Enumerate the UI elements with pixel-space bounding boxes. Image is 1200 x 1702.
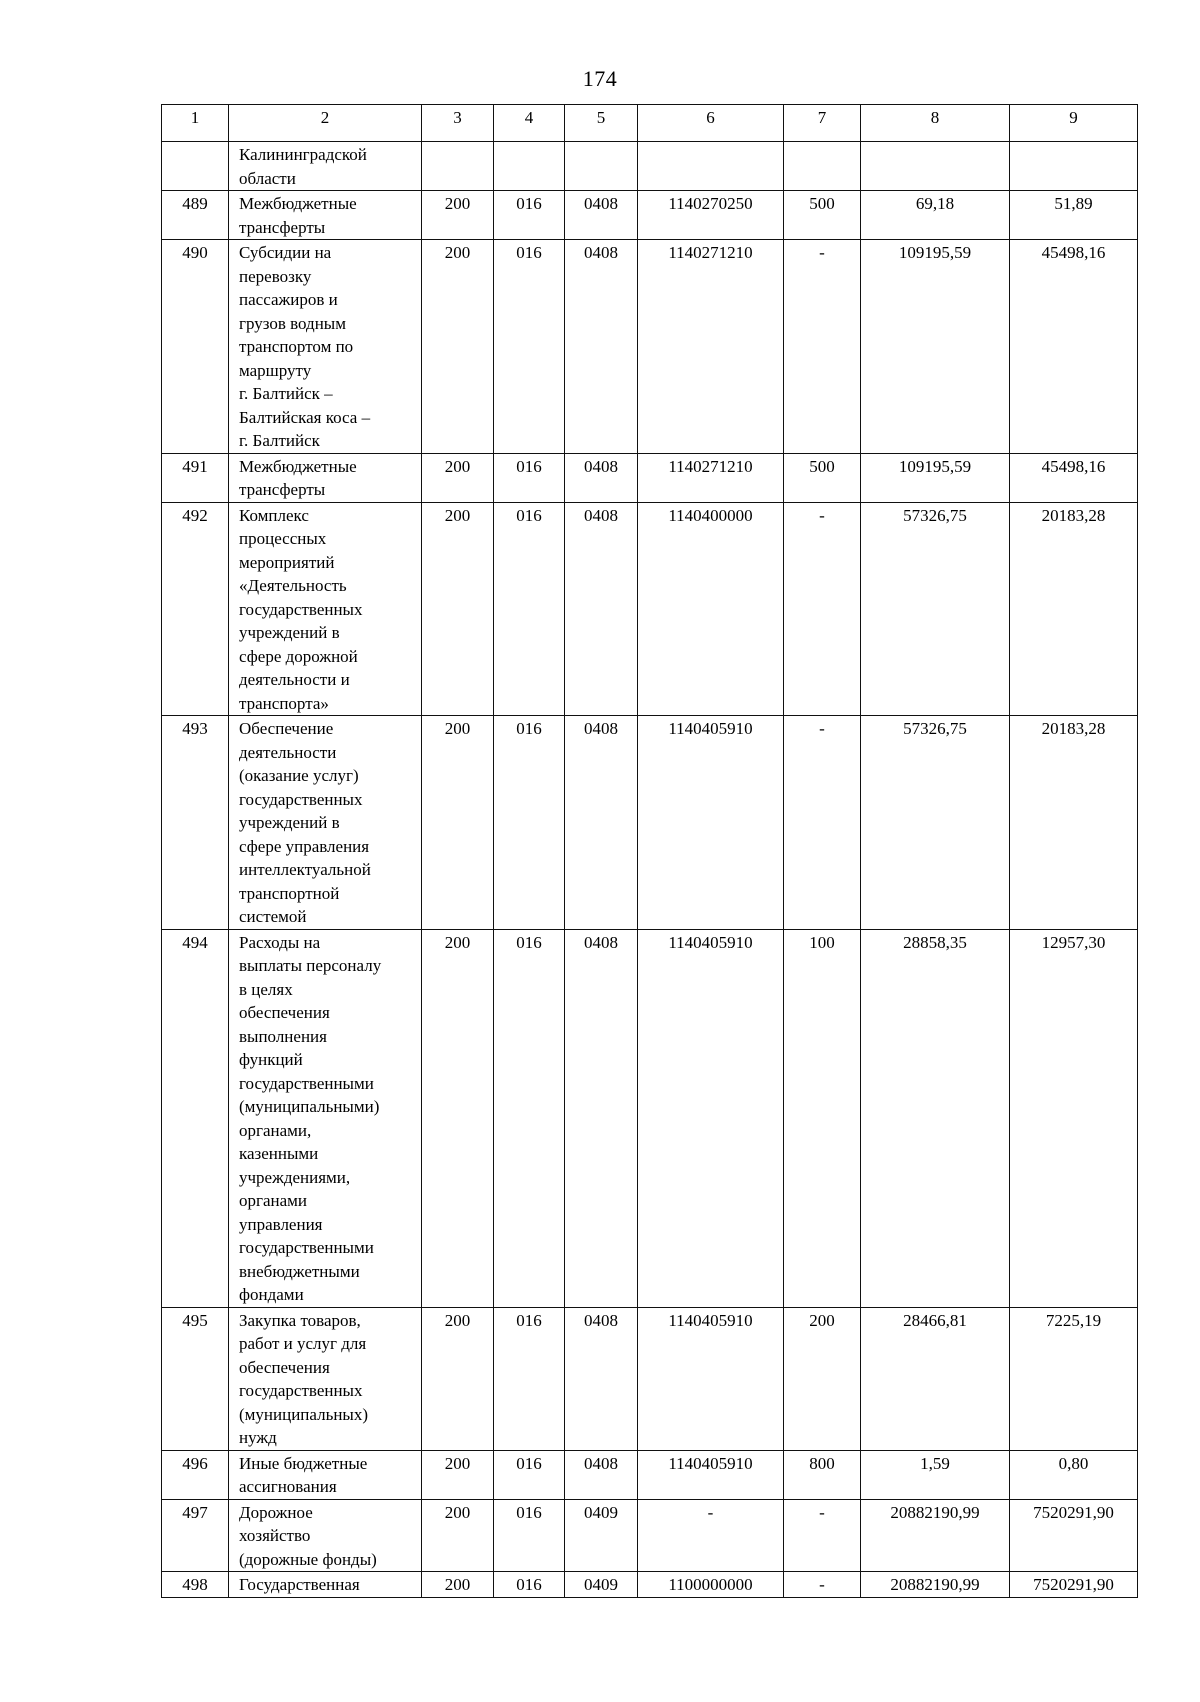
code-admin-cell-text: 200 xyxy=(444,456,471,476)
amount-plan-cell xyxy=(861,240,1010,454)
amount-plan-cell-text: 20882190,99 xyxy=(890,1502,980,1522)
code-target-cell xyxy=(638,929,784,1307)
amount-plan-cell-text: 57326,75 xyxy=(903,719,967,738)
amount-actual-cell-text: 7520291,90 xyxy=(1033,1575,1114,1594)
row-number-cell xyxy=(162,1499,229,1572)
budget-table xyxy=(161,104,1138,1598)
item-name-cell-text: Расходы на выплаты персоналу в целях обеспечения выполнения функций государственными (муниципальными) органами, казенными учреждениями, органами управления государственными внебюджетными фондами xyxy=(239,932,382,1304)
code-admin-cell-text: 200 xyxy=(444,194,471,213)
item-name-cell xyxy=(229,716,422,930)
code-admin-cell xyxy=(422,1572,494,1598)
row-number-cell-text: 492 xyxy=(182,505,208,525)
code-target-cell xyxy=(638,191,784,240)
code-admin-cell-text: 200 xyxy=(444,243,471,262)
table-row xyxy=(162,1307,1138,1450)
amount-plan-cell-text: 109195,59 xyxy=(898,456,972,476)
page-number: 174 xyxy=(582,66,618,91)
code-subsection-cell xyxy=(565,1499,638,1572)
item-name-cell-text: Комплекс процессных мероприятий «Деятельность государственных учреждений в сфере дорожной деятельности и транспорта» xyxy=(239,505,363,713)
code-target-cell xyxy=(638,502,784,716)
amount-actual-cell-text: 20183,28 xyxy=(1041,505,1106,525)
code-admin-cell xyxy=(422,191,494,240)
row-number-cell-text: 490 xyxy=(182,243,208,262)
code-target-cell-text: 1140405910 xyxy=(668,1453,753,1473)
code-section-cell xyxy=(494,1572,565,1598)
code-admin-cell xyxy=(422,240,494,454)
row-number-cell-text: 494 xyxy=(182,932,208,952)
amount-actual-cell xyxy=(1010,240,1138,454)
item-name-cell-text: Закупка товаров, работ и услуг для обеспечения государственных (муниципальных) нужд xyxy=(239,1310,369,1447)
table-row xyxy=(162,502,1138,716)
code-section-cell xyxy=(494,142,565,191)
table-row xyxy=(162,716,1138,930)
amount-plan-cell xyxy=(861,453,1010,502)
item-name-cell xyxy=(229,502,422,716)
amount-plan-cell-text: 57326,75 xyxy=(903,505,967,525)
item-name-cell-text: Обеспечение деятельности (оказание услуг) государственных учреждений в сфере управления интеллектуальной транспортной системой xyxy=(239,719,371,926)
code-expense-type-cell xyxy=(784,502,861,716)
amount-actual-cell xyxy=(1010,191,1138,240)
code-expense-type-cell xyxy=(784,191,861,240)
code-admin-cell xyxy=(422,1307,494,1450)
code-admin-cell xyxy=(422,1499,494,1572)
code-admin-cell xyxy=(422,453,494,502)
amount-actual-cell xyxy=(1010,1450,1138,1499)
code-target-cell xyxy=(638,142,784,191)
code-admin-cell-text: 200 xyxy=(444,719,471,738)
code-admin-cell-text: 200 xyxy=(444,932,471,952)
header-cell: 9 xyxy=(1010,105,1138,142)
code-section-cell-text: 016 xyxy=(516,1310,542,1330)
row-number-cell xyxy=(162,929,229,1307)
amount-actual-cell-text xyxy=(1014,142,1133,143)
table-header-row xyxy=(162,105,1138,142)
code-section-cell-text: 016 xyxy=(516,1575,542,1594)
code-target-cell xyxy=(638,240,784,454)
row-number-cell xyxy=(162,142,229,191)
table-row xyxy=(162,1499,1138,1572)
amount-actual-cell xyxy=(1010,716,1138,930)
code-subsection-cell-text xyxy=(569,142,633,143)
amount-plan-cell-text: 20882190,99 xyxy=(890,1575,980,1594)
code-admin-cell xyxy=(422,1450,494,1499)
code-subsection-cell xyxy=(565,142,638,191)
code-admin-cell-text: 200 xyxy=(444,1575,471,1594)
code-section-cell xyxy=(494,453,565,502)
item-name-cell xyxy=(229,1307,422,1450)
item-name-cell-text: Дорожное хозяйство (дорожные фонды) xyxy=(239,1502,377,1569)
item-name-cell xyxy=(229,1499,422,1572)
code-section-cell-text: 016 xyxy=(516,1453,542,1473)
item-name-cell-text: Иные бюджетные ассигнования xyxy=(239,1453,368,1496)
code-subsection-cell xyxy=(565,191,638,240)
code-subsection-cell-text: 0408 xyxy=(584,243,618,262)
code-subsection-cell-text: 0408 xyxy=(584,456,618,476)
code-admin-cell xyxy=(422,929,494,1307)
code-target-cell xyxy=(638,1572,784,1598)
amount-actual-cell-text: 7520291,90 xyxy=(1033,1502,1114,1522)
header-cell: 3 xyxy=(422,105,494,142)
code-target-cell xyxy=(638,716,784,930)
code-target-cell-text: 1140271210 xyxy=(668,456,753,476)
code-subsection-cell xyxy=(565,1572,638,1598)
row-number-cell-text: 493 xyxy=(182,719,208,738)
amount-plan-cell-text: 1,59 xyxy=(920,1453,950,1473)
amount-plan-cell xyxy=(861,929,1010,1307)
code-expense-type-cell xyxy=(784,453,861,502)
code-subsection-cell xyxy=(565,453,638,502)
row-number-cell-text: 498 xyxy=(182,1575,208,1594)
table-row xyxy=(162,142,1138,191)
code-subsection-cell-text: 0408 xyxy=(584,505,618,525)
code-target-cell-text: 1140405910 xyxy=(668,932,753,952)
amount-plan-cell-text: 109195,59 xyxy=(898,243,972,262)
code-section-cell-text: 016 xyxy=(516,243,542,262)
row-number-cell xyxy=(162,191,229,240)
code-section-cell xyxy=(494,929,565,1307)
table-row xyxy=(162,191,1138,240)
table-row xyxy=(162,1572,1138,1598)
code-subsection-cell-text: 0408 xyxy=(584,719,618,738)
code-subsection-cell-text: 0408 xyxy=(584,932,618,952)
code-expense-type-cell xyxy=(784,1572,861,1598)
row-number-cell xyxy=(162,1307,229,1450)
amount-plan-cell-text: 28858,35 xyxy=(903,932,967,952)
item-name-cell xyxy=(229,1450,422,1499)
amount-actual-cell xyxy=(1010,1572,1138,1598)
code-target-cell xyxy=(638,1499,784,1572)
row-number-cell-text: 495 xyxy=(182,1310,208,1330)
code-subsection-cell-text: 0408 xyxy=(584,1310,618,1330)
code-section-cell xyxy=(494,240,565,454)
code-subsection-cell xyxy=(565,1307,638,1450)
item-name-cell xyxy=(229,191,422,240)
code-section-cell-text: 016 xyxy=(516,1502,542,1522)
table-row xyxy=(162,240,1138,454)
code-subsection-cell xyxy=(565,929,638,1307)
header-cell: 1 xyxy=(162,105,229,142)
code-expense-type-cell-text: 200 xyxy=(809,1310,835,1330)
amount-actual-cell-text: 0,80 xyxy=(1058,1453,1089,1473)
code-expense-type-cell xyxy=(784,716,861,930)
code-expense-type-cell xyxy=(784,1307,861,1450)
code-expense-type-cell xyxy=(784,1450,861,1499)
code-expense-type-cell-text: 500 xyxy=(809,194,835,213)
row-number-cell-text: 489 xyxy=(182,194,208,213)
code-section-cell xyxy=(494,191,565,240)
amount-actual-cell-text: 45498,16 xyxy=(1041,243,1106,262)
code-section-cell xyxy=(494,1499,565,1572)
code-target-cell-text: 1140400000 xyxy=(668,505,753,525)
item-name-cell-text: Межбюджетные трансферты xyxy=(239,194,357,237)
code-admin-cell xyxy=(422,502,494,716)
code-admin-cell-text xyxy=(426,142,489,143)
code-section-cell-text: 016 xyxy=(516,719,542,738)
code-target-cell-text: 1140270250 xyxy=(668,194,753,213)
code-section-cell-text: 016 xyxy=(516,194,542,213)
amount-actual-cell-text: 20183,28 xyxy=(1041,719,1106,738)
item-name-cell-text: Межбюджетные трансферты xyxy=(239,456,357,499)
code-expense-type-cell-text: - xyxy=(819,1575,825,1594)
code-section-cell xyxy=(494,716,565,930)
item-name-cell xyxy=(229,453,422,502)
code-target-cell-text: 1100000000 xyxy=(668,1575,753,1594)
code-target-cell-text: - xyxy=(707,1502,714,1522)
row-number-cell-text xyxy=(166,142,224,143)
code-section-cell-text xyxy=(498,142,560,143)
code-section-cell xyxy=(494,1450,565,1499)
table-row xyxy=(162,1450,1138,1499)
code-expense-type-cell xyxy=(784,142,861,191)
code-admin-cell-text: 200 xyxy=(444,505,471,525)
amount-plan-cell xyxy=(861,1450,1010,1499)
table-row xyxy=(162,453,1138,502)
code-target-cell-text: 1140405910 xyxy=(668,719,753,738)
code-expense-type-cell-text: - xyxy=(819,505,825,525)
header-cell: 5 xyxy=(565,105,638,142)
code-subsection-cell xyxy=(565,716,638,930)
code-expense-type-cell-text xyxy=(788,142,856,143)
header-cell: 6 xyxy=(638,105,784,142)
amount-actual-cell xyxy=(1010,1499,1138,1572)
code-expense-type-cell-text: 800 xyxy=(809,1453,835,1473)
code-admin-cell xyxy=(422,142,494,191)
amount-actual-cell xyxy=(1010,142,1138,191)
amount-plan-cell xyxy=(861,1499,1010,1572)
code-expense-type-cell-text: - xyxy=(819,1502,825,1522)
row-number-cell-text: 496 xyxy=(182,1453,208,1473)
amount-actual-cell-text: 7225,19 xyxy=(1045,1310,1102,1330)
code-expense-type-cell-text: 500 xyxy=(809,456,835,476)
amount-plan-cell xyxy=(861,142,1010,191)
code-subsection-cell xyxy=(565,1450,638,1499)
amount-actual-cell xyxy=(1010,453,1138,502)
amount-actual-cell xyxy=(1010,1307,1138,1450)
code-section-cell xyxy=(494,1307,565,1450)
row-number-cell xyxy=(162,1572,229,1598)
code-admin-cell-text: 200 xyxy=(444,1502,471,1522)
code-subsection-cell-text: 0409 xyxy=(584,1502,618,1522)
code-target-cell xyxy=(638,453,784,502)
amount-plan-cell xyxy=(861,716,1010,930)
code-subsection-cell xyxy=(565,502,638,716)
header-cell: 7 xyxy=(784,105,861,142)
code-admin-cell xyxy=(422,716,494,930)
row-number-cell-text: 497 xyxy=(182,1502,208,1522)
code-section-cell xyxy=(494,502,565,716)
code-expense-type-cell-text: - xyxy=(819,243,825,262)
amount-actual-cell-text: 51,89 xyxy=(1054,194,1093,213)
amount-plan-cell xyxy=(861,191,1010,240)
item-name-cell xyxy=(229,240,422,454)
code-target-cell-text: 1140405910 xyxy=(668,1310,753,1330)
amount-plan-cell xyxy=(861,1307,1010,1450)
code-section-cell-text: 016 xyxy=(516,456,542,476)
code-section-cell-text: 016 xyxy=(516,932,542,952)
code-target-cell-text xyxy=(642,142,779,143)
row-number-cell xyxy=(162,240,229,454)
row-number-cell xyxy=(162,502,229,716)
code-target-cell-text: 1140271210 xyxy=(668,243,753,262)
code-subsection-cell-text: 0408 xyxy=(584,1453,618,1473)
header-cell: 4 xyxy=(494,105,565,142)
code-target-cell xyxy=(638,1307,784,1450)
code-admin-cell-text: 200 xyxy=(444,1453,471,1473)
amount-plan-cell-text xyxy=(865,142,1005,143)
amount-actual-cell xyxy=(1010,929,1138,1307)
item-name-cell xyxy=(229,929,422,1307)
code-subsection-cell-text: 0409 xyxy=(584,1575,618,1594)
row-number-cell-text: 491 xyxy=(182,456,208,476)
item-name-cell xyxy=(229,1572,422,1598)
code-section-cell-text: 016 xyxy=(516,505,542,525)
item-name-cell-text: Калининградской области xyxy=(239,145,367,188)
header-cell: 8 xyxy=(861,105,1010,142)
amount-plan-cell xyxy=(861,502,1010,716)
amount-actual-cell-text: 45498,16 xyxy=(1041,456,1106,476)
code-admin-cell-text: 200 xyxy=(444,1310,471,1330)
amount-plan-cell-text: 69,18 xyxy=(915,194,955,213)
code-subsection-cell-text: 0408 xyxy=(584,194,618,213)
table-row xyxy=(162,929,1138,1307)
code-expense-type-cell-text: - xyxy=(819,719,825,738)
code-expense-type-cell xyxy=(784,929,861,1307)
code-expense-type-cell xyxy=(784,240,861,454)
code-expense-type-cell xyxy=(784,1499,861,1572)
item-name-cell-text: Государственная xyxy=(239,1575,360,1594)
item-name-cell-text: Субсидии на перевозку пассажиров и грузов водным транспортом по маршруту г. Балтийск – Балтийская коса – г. Балтийск xyxy=(239,243,371,450)
amount-actual-cell-text: 12957,30 xyxy=(1041,932,1106,952)
code-target-cell xyxy=(638,1450,784,1499)
code-subsection-cell xyxy=(565,240,638,454)
amount-plan-cell-text: 28466,81 xyxy=(903,1310,967,1330)
item-name-cell xyxy=(229,142,422,191)
amount-plan-cell xyxy=(861,1572,1010,1598)
header-cell: 2 xyxy=(229,105,422,142)
row-number-cell xyxy=(162,453,229,502)
code-expense-type-cell-text: 100 xyxy=(809,932,835,952)
amount-actual-cell xyxy=(1010,502,1138,716)
row-number-cell xyxy=(162,716,229,930)
row-number-cell xyxy=(162,1450,229,1499)
